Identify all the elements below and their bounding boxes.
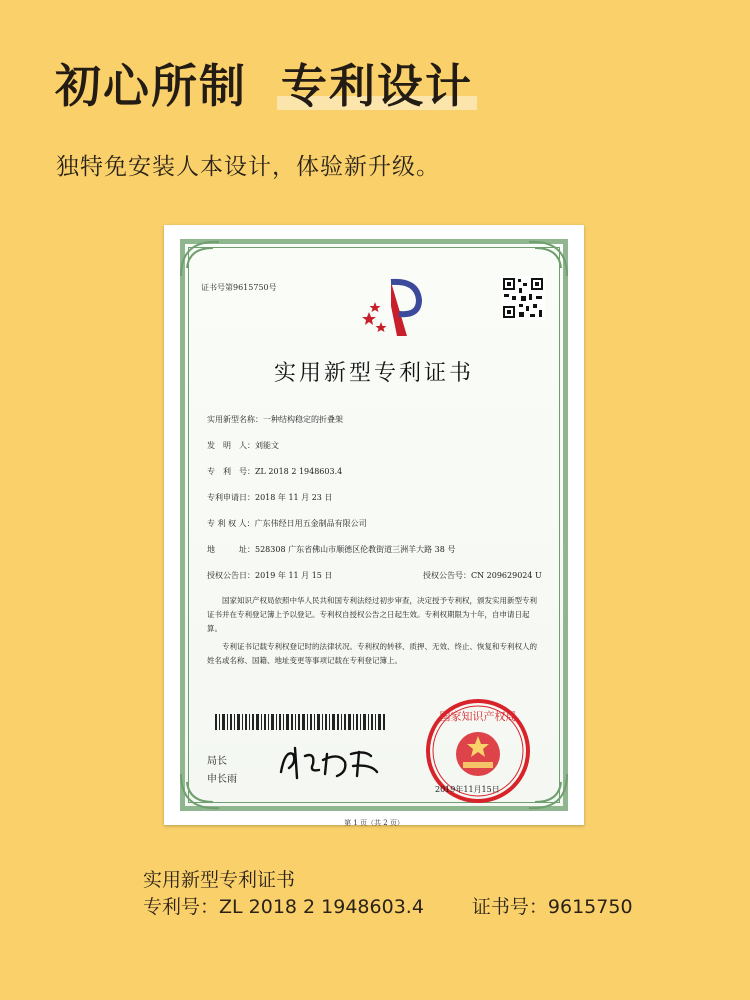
certificate-paragraph-1: 国家知识产权局依照中华人民共和国专利法经过初步审查，决定授予专利权，颁发实用新型专利证书并在专利登记簿上予以登记。专利权自授权公告之日起生效。专利权期限为十年，自申请日起算。 — [207, 596, 537, 633]
signature-icon — [275, 742, 385, 782]
field-grant-date — [207, 570, 332, 581]
cnipa-logo-icon — [355, 272, 425, 342]
field-value: 2019 年 11 月 15 日 — [255, 571, 333, 580]
field-application-date — [207, 492, 332, 503]
signer-name: 申长雨 — [207, 774, 237, 785]
caption-cert-number: 证书号：9615750 — [471, 896, 633, 918]
headline-part2: 专利设计 — [281, 50, 473, 116]
field-label: 授权公告号： — [423, 571, 471, 580]
field-value: 广东伟经日用五金制品有限公司 — [254, 519, 367, 528]
seal-date: 2019年11月15日 — [435, 785, 500, 794]
field-address — [207, 544, 455, 555]
barcode-icon — [215, 714, 385, 730]
field-label: 地 址： — [207, 545, 255, 554]
certificate-number: 证书号第9615750号 — [201, 283, 277, 292]
field-value: 2018 年 11 月 23 日 — [255, 493, 333, 502]
subtitle: 独特免安装人本设计，体验新升级。 — [56, 154, 440, 180]
field-value: 一种结构稳定的折叠架 — [263, 415, 343, 424]
field-inventor — [207, 440, 279, 451]
certificate-border — [180, 239, 568, 827]
field-label: 专 利 权 人： — [207, 519, 255, 528]
field-label: 发 明 人： — [207, 441, 255, 450]
certificate-title: 实用新型专利证书 — [273, 361, 474, 386]
page-number: 第 1 页（共 2 页） — [344, 819, 404, 827]
caption-title: 实用新型专利证书 — [143, 869, 296, 891]
field-label: 专 利 号： — [207, 467, 255, 476]
certificate-paragraph-2: 专利证书记载专利权登记时的法律状况。专利权的转移、质押、无效、终止、恢复和专利权人的姓名或名称、国籍、地址变更等事项记载在专利登记簿上。 — [207, 642, 537, 665]
corner-ornament-icon — [509, 238, 569, 278]
field-patent-number — [207, 466, 342, 477]
signer-title: 局长 — [207, 756, 227, 767]
field-grant-number — [423, 570, 542, 581]
field-label: 实用新型名称： — [207, 415, 263, 424]
qr-code-icon — [501, 276, 545, 320]
field-value: CN 209629024 U — [471, 571, 542, 580]
field-label: 专利申请日： — [207, 493, 255, 502]
seal-text: 国家知识产权局 — [439, 710, 517, 723]
patent-certificate-image — [164, 225, 584, 825]
caption-numbers — [143, 892, 633, 919]
headline-part1: 初心所制 — [55, 59, 247, 113]
field-label: 授权公告日： — [207, 571, 255, 580]
field-value: 刘能文 — [255, 441, 279, 450]
field-utility-model-name — [207, 414, 343, 425]
corner-ornament-icon — [179, 238, 239, 278]
caption-patent-number: 专利号：ZL 2018 2 1948603.4 — [143, 896, 424, 918]
field-value: ZL 2018 2 1948603.4 — [255, 467, 343, 476]
field-value: 528308 广东省佛山市顺德区伦教街道三洲羊大路 38 号 — [255, 545, 456, 554]
headline — [55, 50, 473, 116]
field-patentee — [207, 518, 367, 529]
